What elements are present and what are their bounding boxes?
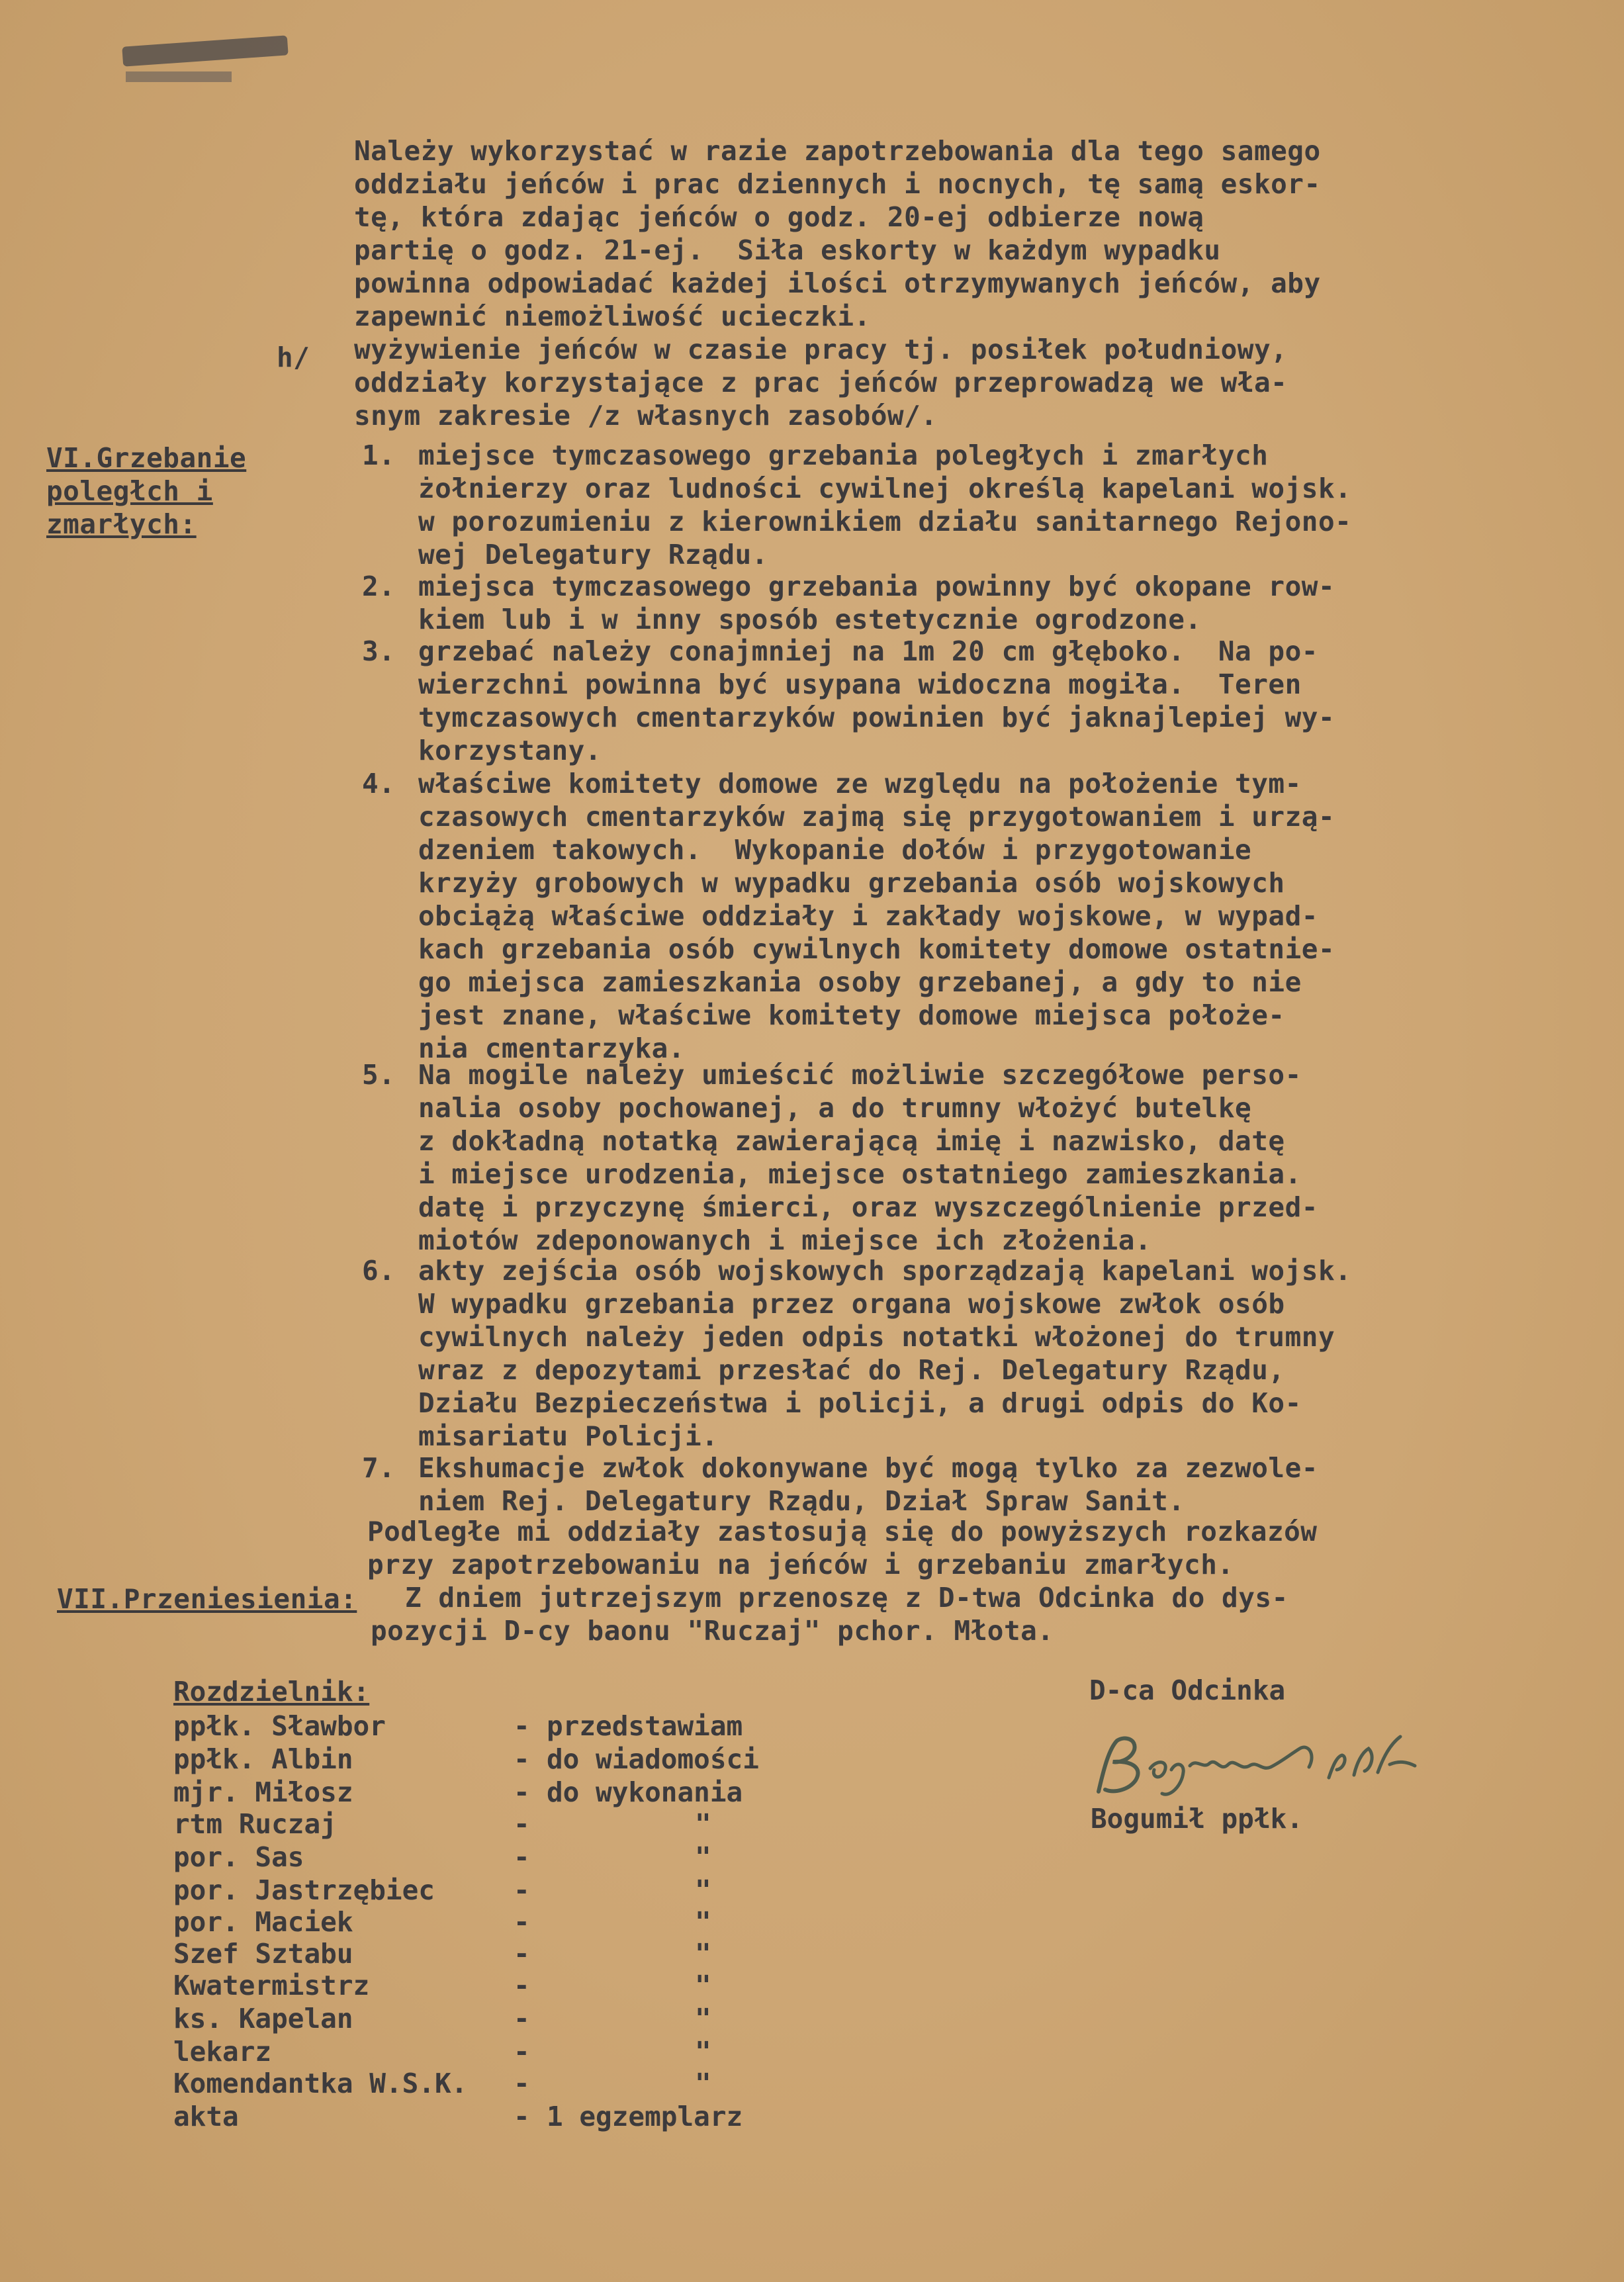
point-number: 7. <box>362 1452 396 1484</box>
point-line: w porozumieniu z kierownikiem działu sanitarnego Rejono- <box>418 506 1352 537</box>
point-line: wraz z depozytami przesłać do Rej. Delegatury Rządu, <box>418 1354 1285 1386</box>
point-line: z dokładną notatką zawierającą imię i nazwisko, datę <box>418 1125 1285 1157</box>
distribution-note: " <box>695 1808 711 1840</box>
distribution-dash: - <box>514 1776 530 1808</box>
section-vii-line: Z dniem jutrzejszym przenoszę z D-twa Odcinka do dys- <box>405 1582 1288 1614</box>
distribution-name: por. Jastrzębiec <box>173 1874 435 1906</box>
point-line: akty zejścia osób wojskowych sporządzają kapelani wojsk. <box>418 1255 1352 1287</box>
point-line: czasowych cmentarzyków zajmą się przygotowaniem i urzą- <box>418 801 1335 833</box>
point-line: tymczasowych cmentarzyków powinien być jaknajlepiej wy- <box>418 702 1335 733</box>
section-vi-heading: zmarłych: <box>46 508 197 540</box>
point-line: misariatu Policji. <box>418 1420 719 1452</box>
closing-line: przy zapotrzebowaniu na jeńców i grzebaniu zmarłych. <box>367 1549 1234 1580</box>
point-line: datę i przyczynę śmierci, oraz wyszczególnienie przed- <box>418 1191 1318 1223</box>
distribution-dash: - <box>514 1906 530 1938</box>
distribution-name: mjr. Miłosz <box>173 1776 353 1808</box>
point-number: 1. <box>362 439 396 471</box>
item-h-line: wyżywienie jeńców w czasie pracy tj. posiłek południowy, <box>354 334 1288 365</box>
point-line: obciążą właściwe oddziały i zakłady wojskowe, w wypad- <box>418 900 1318 932</box>
distribution-note: " <box>695 2036 711 2068</box>
point-line: niem Rej. Delegatury Rządu, Dział Spraw Sanit. <box>418 1485 1185 1517</box>
point-number: 5. <box>362 1059 396 1091</box>
signature-title: D-ca Odcinka <box>1089 1674 1286 1706</box>
distribution-name: ppłk. Sławbor <box>173 1710 386 1742</box>
point-line: kach grzebania osób cywilnych komitety domowe ostatnie- <box>418 933 1335 965</box>
point-line: nalia osoby pochowanej, a do trumny włożyć butelkę <box>418 1092 1252 1124</box>
point-line: W wypadku grzebania przez organa wojskowe zwłok osób <box>418 1288 1285 1320</box>
point-line: krzyży grobowych w wypadku grzebania osób wojskowych <box>418 867 1285 899</box>
point-line: dzeniem takowych. Wykopanie dołów i przygotowanie <box>418 834 1252 866</box>
distribution-name: Komendantka W.S.K. <box>173 2068 468 2099</box>
distribution-note: 1 egzemplarz <box>547 2101 743 2132</box>
distribution-dash: - <box>514 2101 530 2132</box>
item-h-marker: h/ <box>277 342 310 373</box>
intro-line: tę, która zdając jeńców o godz. 20-ej odbierze nową <box>354 201 1204 233</box>
point-number: 3. <box>362 635 396 667</box>
point-number: 4. <box>362 768 396 799</box>
point-line: grzebać należy conajmniej na 1m 20 cm głęboko. Na po- <box>418 635 1318 667</box>
point-line: go miejsca zamieszkania osoby grzebanej, a gdy to nie <box>418 966 1302 998</box>
intro-line: zapewnić niemożliwość ucieczki. <box>354 300 871 332</box>
intro-line: Należy wykorzystać w razie zapotrzebowania dla tego samego <box>354 135 1321 167</box>
distribution-name: por. Maciek <box>173 1906 353 1938</box>
distribution-note: " <box>695 1938 711 1970</box>
distribution-note: " <box>695 1906 711 1938</box>
intro-line: oddziału jeńców i prac dziennych i nocnych, tę samą eskor- <box>354 168 1321 200</box>
distribution-name: Szef Sztabu <box>173 1938 353 1970</box>
distribution-dash: - <box>514 1808 530 1840</box>
distribution-dash: - <box>514 1970 530 2001</box>
point-line: miotów zdeponowanych i miejsce ich złożenia. <box>418 1224 1152 1256</box>
distribution-name: ppłk. Albin <box>173 1743 353 1775</box>
distribution-name: Kwatermistrz <box>173 1970 370 2001</box>
item-h-line: snym zakresie /z własnych zasobów/. <box>354 400 938 432</box>
point-line: miejsca tymczasowego grzebania powinny być okopane row- <box>418 570 1335 602</box>
point-line: żołnierzy oraz ludności cywilnej określą kapelani wojsk. <box>418 473 1352 504</box>
section-vi-heading: VI.Grzebanie <box>46 442 247 474</box>
distribution-note: do wykonania <box>547 1776 743 1808</box>
point-line: wierzchni powinna być usypana widoczna mogiła. Teren <box>418 668 1302 700</box>
point-line: Ekshumacje zwłok dokonywane być mogą tylko za zezwole- <box>418 1452 1318 1484</box>
point-line: Działu Bezpieczeństwa i policji, a drugi odpis do Ko- <box>418 1387 1302 1419</box>
section-vii-line: pozycji D-cy baonu "Ruczaj" pchor. Młota. <box>371 1615 1054 1647</box>
point-line: i miejsce urodzenia, miejsce ostatniego zamieszkania. <box>418 1158 1302 1190</box>
point-line: wej Delegatury Rządu. <box>418 539 768 570</box>
distribution-note: " <box>695 2003 711 2034</box>
distribution-name: ks. Kapelan <box>173 2003 353 2034</box>
distribution-dash: - <box>514 1710 530 1742</box>
distribution-dash: - <box>514 2036 530 2068</box>
point-line: Na mogile należy umieścić możliwie szczegółowe perso- <box>418 1059 1302 1091</box>
distribution-dash: - <box>514 1841 530 1873</box>
distribution-note: " <box>695 1841 711 1873</box>
item-h-line: oddziały korzystające z prac jeńców przeprowadzą we wła- <box>354 367 1288 398</box>
signature-name: Bogumił ppłk. <box>1091 1803 1303 1835</box>
distribution-name: lekarz <box>173 2036 272 2068</box>
point-line: jest znane, właściwe komitety domowe miejsca położe- <box>418 999 1285 1031</box>
distribution-name: rtm Ruczaj <box>173 1808 337 1840</box>
point-line: cywilnych należy jeden odpis notatki włożonej do trumny <box>418 1321 1335 1353</box>
tape-strip <box>122 35 288 66</box>
distribution-note: " <box>695 1970 711 2001</box>
point-line: miejsce tymczasowego grzebania poległych i zmarłych <box>418 439 1269 471</box>
distribution-name: por. Sas <box>173 1841 304 1873</box>
distribution-name: akta <box>173 2101 239 2132</box>
distribution-dash: - <box>514 1874 530 1906</box>
closing-line: Podległe mi oddziały zastosują się do powyższych rozkazów <box>367 1516 1318 1547</box>
distribution-dash: - <box>514 1938 530 1970</box>
point-line: korzystany. <box>418 735 602 766</box>
point-line: kiem lub i w inny sposób estetycznie ogrodzone. <box>418 604 1202 635</box>
distribution-heading: Rozdzielnik: <box>173 1676 370 1708</box>
intro-line: partię o godz. 21-ej. Siła eskorty w każdym wypadku <box>354 234 1221 266</box>
section-vi-heading: poległch i <box>46 475 213 507</box>
point-number: 6. <box>362 1255 396 1287</box>
point-line: nia cmentarzyka. <box>418 1032 685 1064</box>
distribution-note: " <box>695 2068 711 2099</box>
point-line: właściwe komitety domowe ze względu na położenie tym- <box>418 768 1302 799</box>
distribution-dash: - <box>514 2068 530 2099</box>
handwritten-signature <box>1091 1729 1435 1802</box>
distribution-note: do wiadomości <box>547 1743 759 1775</box>
point-number: 2. <box>362 570 396 602</box>
distribution-note: przedstawiam <box>547 1710 743 1742</box>
intro-line: powinna odpowiadać każdej ilości otrzymywanych jeńców, aby <box>354 267 1321 299</box>
tape-residue <box>126 71 232 82</box>
distribution-note: " <box>695 1874 711 1906</box>
distribution-dash: - <box>514 2003 530 2034</box>
distribution-dash: - <box>514 1743 530 1775</box>
section-vii-heading: VII.Przeniesienia: <box>57 1583 357 1615</box>
